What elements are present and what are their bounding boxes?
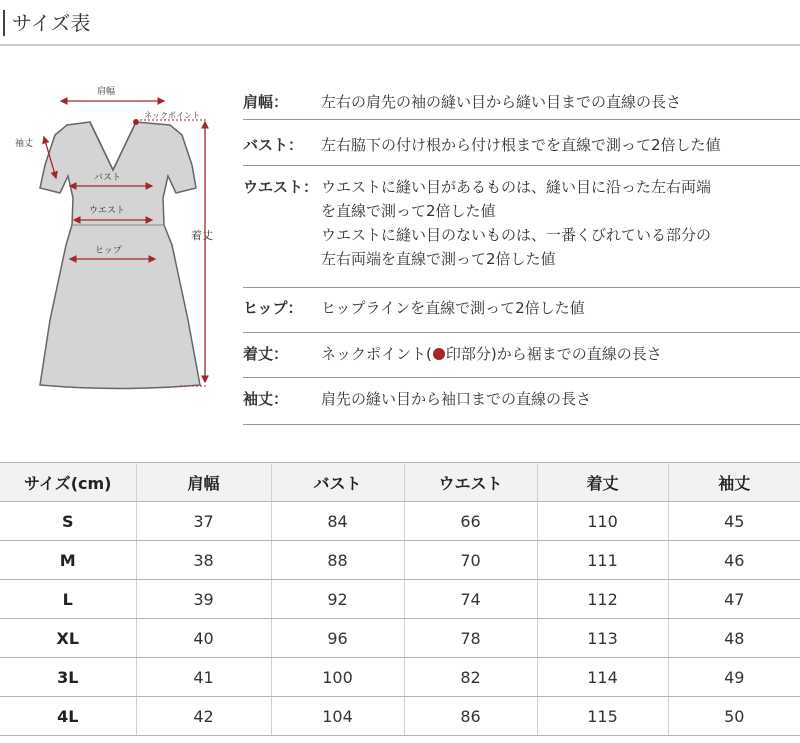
definition-text: 左右脇下の付け根から付け根までを直線で測って2倍した値 <box>321 136 721 154</box>
definition-term: 肩幅： <box>243 93 289 111</box>
neckpoint-dot-icon <box>433 348 445 360</box>
definition-term: 着丈： <box>243 345 289 363</box>
definition-text <box>321 342 662 366</box>
table-cell: 111 <box>537 541 668 580</box>
table-cell: 45 <box>668 502 800 541</box>
table-cell: 40 <box>136 619 271 658</box>
table-cell: 50 <box>668 697 800 736</box>
definition-waist <box>243 166 800 288</box>
column-header-length: 着丈 <box>537 463 668 502</box>
definition-shoulder <box>243 80 800 120</box>
label-length: 着丈 <box>191 229 213 242</box>
label-bust: バスト <box>94 173 122 183</box>
definition-text: ヒップラインを直線で測って2倍した値 <box>321 299 585 317</box>
column-header-sleeve: 袖丈 <box>668 463 800 502</box>
table-cell: 96 <box>271 619 404 658</box>
label-sleeve: 袖丈 <box>15 139 34 149</box>
table-cell: 110 <box>537 502 668 541</box>
table-cell: 82 <box>404 658 537 697</box>
definition-term: 袖丈： <box>243 390 289 408</box>
definition-line: を直線で測って2倍した値 <box>321 202 496 220</box>
size-table <box>0 462 800 736</box>
table-header-row <box>0 463 800 502</box>
label-neckpoint: ネックポイント <box>144 111 200 120</box>
table-cell: 66 <box>404 502 537 541</box>
table-cell: 113 <box>537 619 668 658</box>
table-cell: 112 <box>537 580 668 619</box>
definition-length <box>243 333 800 378</box>
definition-sleeve <box>243 378 800 425</box>
size-label: 4L <box>0 697 136 736</box>
table-row <box>0 697 800 736</box>
table-row <box>0 580 800 619</box>
table-cell: 47 <box>668 580 800 619</box>
table-cell: 48 <box>668 619 800 658</box>
column-header-size: サイズ(cm) <box>0 463 136 502</box>
table-cell: 41 <box>136 658 271 697</box>
definition-term: バスト： <box>243 136 304 154</box>
table-cell: 39 <box>136 580 271 619</box>
column-header-waist: ウエスト <box>404 463 537 502</box>
size-label: S <box>0 502 136 541</box>
table-cell: 104 <box>271 697 404 736</box>
column-header-bust: バスト <box>271 463 404 502</box>
definition-text: 左右の肩先の袖の縫い目から縫い目までの直線の長さ <box>321 93 682 111</box>
table-cell: 92 <box>271 580 404 619</box>
definition-bust <box>243 120 800 166</box>
definition-line: 左右両端を直線で測って2倍した値 <box>321 250 556 268</box>
table-cell: 114 <box>537 658 668 697</box>
table-row <box>0 619 800 658</box>
title-marker <box>3 10 5 36</box>
garment-diagram <box>0 80 225 400</box>
table-cell: 115 <box>537 697 668 736</box>
definition-hip <box>243 288 800 333</box>
size-label: M <box>0 541 136 580</box>
table-cell: 38 <box>136 541 271 580</box>
size-label: XL <box>0 619 136 658</box>
label-waist: ウエスト <box>89 206 126 216</box>
page-title: サイズ表 <box>12 11 91 35</box>
definition-text: 肩先の縫い目から袖口までの直線の長さ <box>321 390 592 408</box>
table-cell: 37 <box>136 502 271 541</box>
table-cell: 42 <box>136 697 271 736</box>
definition-line: ウエストに縫い目のないものは、一番くびれている部分の <box>321 226 712 244</box>
size-label: L <box>0 580 136 619</box>
table-cell: 70 <box>404 541 537 580</box>
table-cell: 74 <box>404 580 537 619</box>
table-cell: 84 <box>271 502 404 541</box>
table-cell: 88 <box>271 541 404 580</box>
definition-term: ヒップ： <box>243 299 303 317</box>
table-row <box>0 658 800 697</box>
definition-text <box>321 175 711 271</box>
neckpoint-marker <box>133 119 139 125</box>
definition-text-part: 印部分)から裾までの直線の長さ <box>445 345 662 363</box>
measurement-definitions <box>243 80 800 425</box>
definition-line: ウエストに縫い目があるものは、縫い目に沿った左右両端 <box>321 178 712 196</box>
table-cell: 78 <box>404 619 537 658</box>
size-label: 3L <box>0 658 136 697</box>
table-cell: 49 <box>668 658 800 697</box>
label-hip: ヒップ <box>95 246 122 256</box>
column-header-shoulder: 肩幅 <box>136 463 271 502</box>
table-cell: 86 <box>404 697 537 736</box>
table-row <box>0 541 800 580</box>
table-cell: 46 <box>668 541 800 580</box>
label-shoulder: 肩幅 <box>97 87 116 97</box>
table-cell: 100 <box>271 658 404 697</box>
table-row <box>0 502 800 541</box>
definition-term: ウエスト： <box>243 178 319 196</box>
definition-text-part: ネックポイント( <box>321 345 432 363</box>
title-bar <box>0 0 800 46</box>
